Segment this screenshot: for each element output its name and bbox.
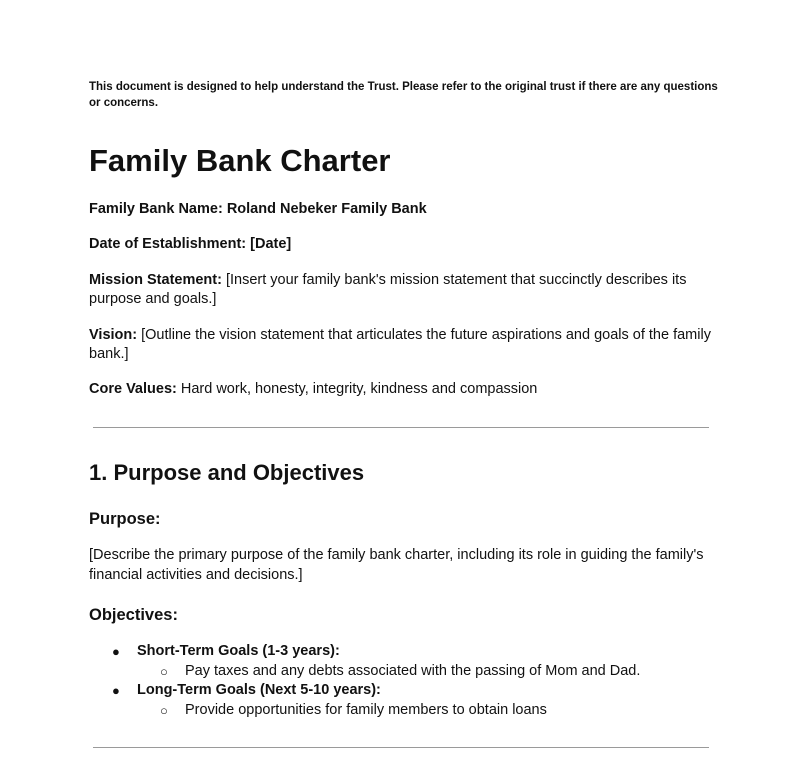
bank-name-label: Family Bank Name: bbox=[89, 201, 223, 217]
establishment-date-label: Date of Establishment: bbox=[89, 236, 247, 252]
mission-statement-label: Mission Statement: bbox=[89, 272, 222, 288]
core-values-value: Hard work, honesty, integrity, kindness and compassion bbox=[180, 381, 538, 397]
disclaimer-note: This document is designed to help understand the Trust. Please refer to the original trust if there are any questions or concerns. bbox=[89, 81, 718, 109]
establishment-date-field bbox=[89, 235, 719, 254]
vision-label: Vision: bbox=[89, 327, 138, 343]
core-values-label: Core Values: bbox=[89, 381, 177, 397]
section-heading-purpose-objectives: 1. Purpose and Objectives bbox=[89, 460, 365, 485]
purpose-text: [Describe the primary purpose of the family bank charter, including its role in guiding the family's financial activities and decisions.] bbox=[89, 547, 704, 583]
short-term-goal-item: Pay taxes and any debts associated with the passing of Mom and Dad. bbox=[185, 663, 641, 679]
bank-name-field bbox=[89, 200, 719, 219]
vision-field bbox=[89, 326, 719, 364]
sub-bullet-icon: ○ bbox=[160, 703, 168, 718]
core-values-field bbox=[89, 380, 719, 399]
purpose-heading: Purpose: bbox=[89, 510, 161, 528]
mission-statement-field bbox=[89, 271, 719, 309]
establishment-date-value: [Date] bbox=[250, 236, 292, 252]
bullet-icon: ● bbox=[112, 683, 120, 698]
document-title: Family Bank Charter bbox=[89, 143, 391, 178]
short-term-goals-label: Short-Term Goals (1-3 years): bbox=[137, 643, 340, 659]
bullet-icon: ● bbox=[112, 644, 120, 659]
long-term-goal-item: Provide opportunities for family members to obtain loans bbox=[185, 702, 547, 718]
vision-value: [Outline the vision statement that articulates the future aspirations and goals of the family bank.] bbox=[89, 327, 711, 362]
sub-bullet-icon: ○ bbox=[160, 664, 168, 679]
long-term-goals-label: Long-Term Goals (Next 5-10 years): bbox=[137, 682, 381, 698]
horizontal-divider bbox=[93, 427, 709, 428]
objectives-heading: Objectives: bbox=[89, 606, 178, 624]
mission-statement-value: [Insert your family bank's mission statement that succinctly describes its purpose and goals.] bbox=[89, 272, 687, 307]
bank-name-value: Roland Nebeker Family Bank bbox=[226, 201, 427, 217]
horizontal-divider bbox=[93, 747, 709, 748]
